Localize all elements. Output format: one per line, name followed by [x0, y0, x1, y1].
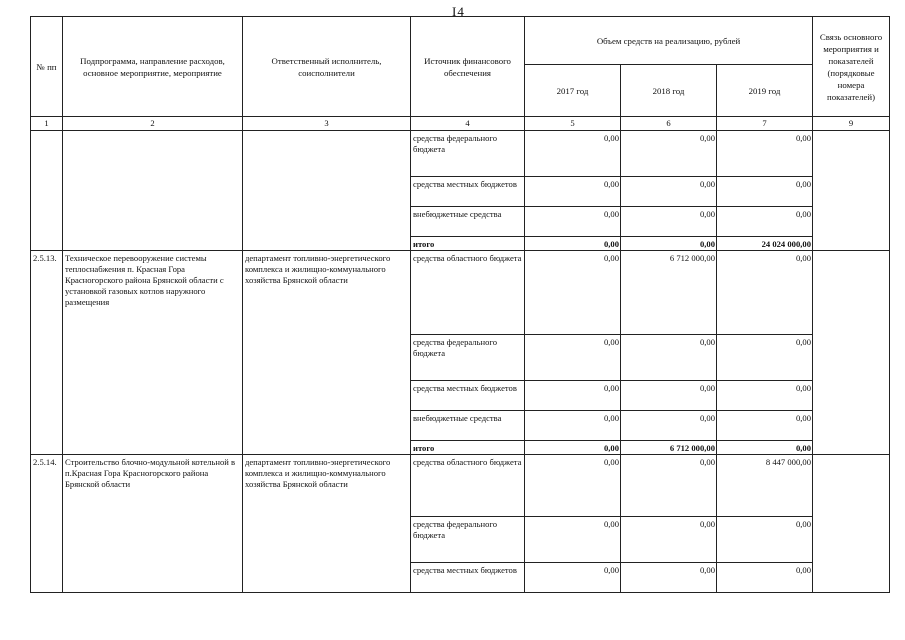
column-number-3: 3 [243, 117, 411, 131]
program-cell: Техническое перевооружение системы теплоснабжения п. Красная Гора Красногорского района Брянской области с установкой газовых котлов наружного размещения [63, 251, 243, 455]
value-2017: 0,00 [525, 177, 621, 207]
source-cell: средства федерального бюджета [411, 131, 525, 177]
number-cell: 2.5.13. [31, 251, 63, 455]
value-2019: 0,00 [717, 207, 813, 237]
value-2018: 0,00 [621, 563, 717, 593]
column-number-1: 1 [31, 117, 63, 131]
value-2017: 0,00 [525, 335, 621, 381]
header-program: Подпрограмма, направление расходов, основное мероприятие, мероприятие [63, 17, 243, 117]
header-link: Связь основного мероприятия и показателей (порядковые номера показателей) [813, 17, 890, 117]
executor-cell [243, 131, 411, 251]
value-2019: 0,00 [717, 411, 813, 441]
value-2018: 6 712 000,00 [621, 441, 717, 455]
value-2018: 0,00 [621, 517, 717, 563]
value-2018: 0,00 [621, 335, 717, 381]
table-row [31, 455, 890, 517]
value-2018: 0,00 [621, 237, 717, 251]
program-cell: Строительство блочно-модульной котельной в п.Красная Гора Красногорского района Брянской области [63, 455, 243, 593]
value-2019: 0,00 [717, 441, 813, 455]
header-number: № пп [31, 17, 63, 117]
value-2017: 0,00 [525, 251, 621, 335]
value-2018: 0,00 [621, 411, 717, 441]
value-2017: 0,00 [525, 131, 621, 177]
header-executor: Ответственный исполнитель, соисполнители [243, 17, 411, 117]
table-row [31, 251, 890, 335]
value-2017: 0,00 [525, 207, 621, 237]
source-cell: итого [411, 441, 525, 455]
value-2019: 0,00 [717, 563, 813, 593]
value-2017: 0,00 [525, 441, 621, 455]
executor-cell: департамент топливно-энергетического комплекса и жилищно-коммунального хозяйства Брянской области [243, 455, 411, 593]
page-number: I4 [452, 4, 465, 19]
link-cell [813, 455, 890, 593]
column-number-5: 5 [525, 117, 621, 131]
source-cell: внебюджетные средства [411, 207, 525, 237]
source-cell: внебюджетные средства [411, 411, 525, 441]
value-2018: 6 712 000,00 [621, 251, 717, 335]
source-cell: средства федерального бюджета [411, 517, 525, 563]
header-source: Источник финансового обеспечения [411, 17, 525, 117]
value-2019: 0,00 [717, 251, 813, 335]
executor-cell: департамент топливно-энергетического комплекса и жилищно-коммунального хозяйства Брянской области [243, 251, 411, 455]
value-2018: 0,00 [621, 381, 717, 411]
table-row [31, 131, 890, 177]
link-cell [813, 251, 890, 455]
value-2019: 0,00 [717, 517, 813, 563]
number-cell: 2.5.14. [31, 455, 63, 593]
value-2017: 0,00 [525, 411, 621, 441]
link-cell [813, 131, 890, 251]
value-2017: 0,00 [525, 381, 621, 411]
value-2019: 8 447 000,00 [717, 455, 813, 517]
source-cell: средства местных бюджетов [411, 177, 525, 207]
source-cell: средства областного бюджета [411, 251, 525, 335]
value-2017: 0,00 [525, 517, 621, 563]
value-2017: 0,00 [525, 455, 621, 517]
header-volume: Объем средств на реализацию, рублей [525, 17, 813, 65]
value-2019: 0,00 [717, 131, 813, 177]
value-2019: 0,00 [717, 381, 813, 411]
budget-table [30, 16, 890, 593]
source-cell: средства областного бюджета [411, 455, 525, 517]
program-cell [63, 131, 243, 251]
source-cell: средства местных бюджетов [411, 563, 525, 593]
source-cell: итого [411, 237, 525, 251]
value-2017: 0,00 [525, 563, 621, 593]
header-year-2017: 2017 год [525, 65, 621, 117]
column-number-7: 7 [717, 117, 813, 131]
value-2018: 0,00 [621, 455, 717, 517]
value-2019: 0,00 [717, 335, 813, 381]
value-2017: 0,00 [525, 237, 621, 251]
value-2018: 0,00 [621, 131, 717, 177]
value-2019: 0,00 [717, 177, 813, 207]
source-cell: средства местных бюджетов [411, 381, 525, 411]
value-2019: 24 024 000,00 [717, 237, 813, 251]
column-number-9: 9 [813, 117, 890, 131]
header-year-2019: 2019 год [717, 65, 813, 117]
value-2018: 0,00 [621, 207, 717, 237]
header-year-2018: 2018 год [621, 65, 717, 117]
column-number-6: 6 [621, 117, 717, 131]
column-number-2: 2 [63, 117, 243, 131]
source-cell: средства федерального бюджета [411, 335, 525, 381]
column-number-4: 4 [411, 117, 525, 131]
value-2018: 0,00 [621, 177, 717, 207]
number-cell [31, 131, 63, 251]
